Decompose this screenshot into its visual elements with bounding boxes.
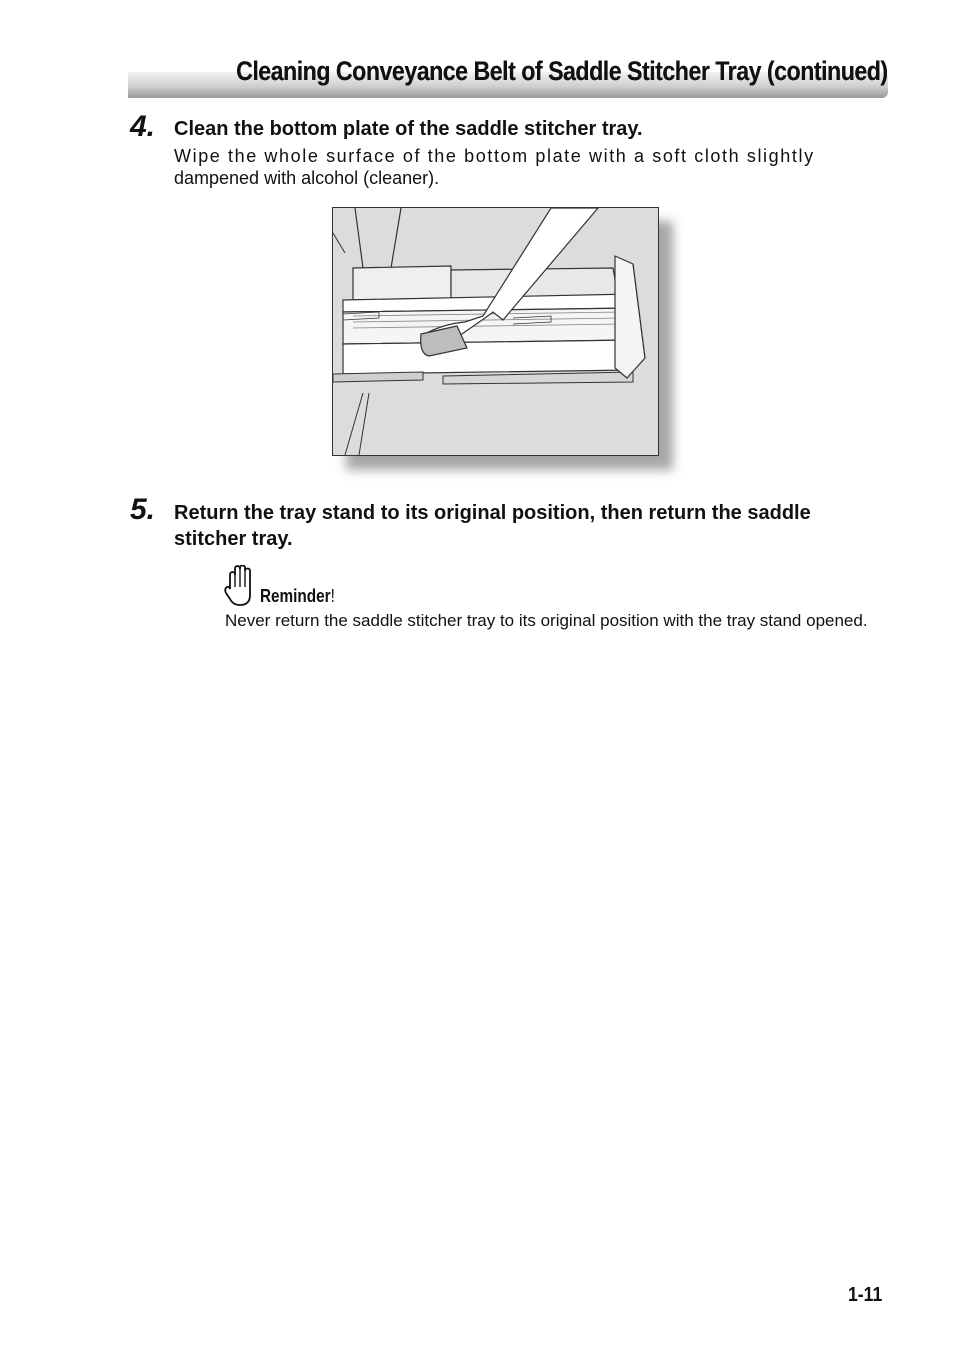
page-title: Cleaning Conveyance Belt of Saddle Stitcher Tray (continued) [236,56,888,86]
tray-cleaning-drawing [333,208,658,455]
page-number: 1-11 [848,1284,883,1306]
reminder-label-text: Reminder [260,586,331,606]
step-5-number: 5. [130,493,156,526]
reminder-exclamation: ! [330,586,335,606]
reminder-text: Never return the saddle stitcher tray to its original position with the tray stand opened. [225,611,868,630]
cleaning-illustration [332,207,659,456]
step-5-heading: Return the tray stand to its original position, then return the saddle stitcher tray. [174,502,811,550]
hand-stop-icon [224,565,254,612]
step-4-number: 4. [130,110,156,143]
step-4-heading: Clean the bottom plate of the saddle stitcher tray. [174,118,643,140]
step-4-description-line2: dampened with alcohol (cleaner). [174,168,440,188]
reminder-label [260,586,335,607]
step-4-description-line1: Wipe the whole surface of the bottom plate with a soft cloth slightly [174,146,815,166]
